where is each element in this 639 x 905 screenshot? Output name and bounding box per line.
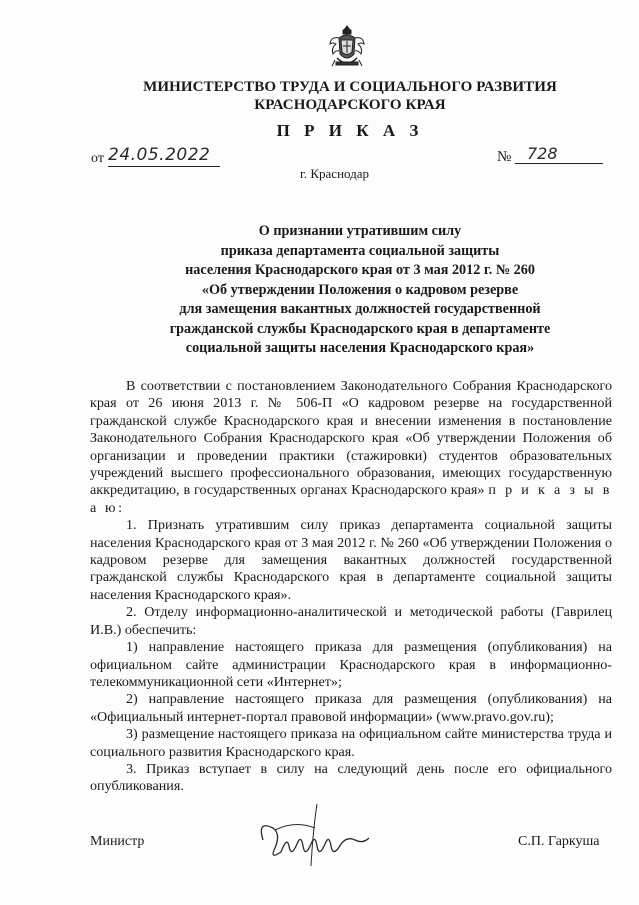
- document-body: [90, 378, 612, 796]
- document-type: П Р И К А З: [276, 121, 424, 140]
- title-line: приказа департамента социальной защиты: [220, 242, 500, 259]
- title-line: О признании утратившим силу: [258, 223, 462, 239]
- signatory-name: С.П. Гаркуша: [518, 834, 600, 849]
- title-line: населения Краснодарского края от 3 мая 2012 г. № 260: [185, 262, 535, 278]
- title-line: «Об утверждении Положения о кадровом резерве: [201, 281, 519, 298]
- title-line: гражданской службы Краснодарского края в департаменте: [169, 320, 551, 337]
- document-title: [90, 222, 630, 359]
- item-2-2: 2) направление настоящего приказа для размещения (опубликования) на «Официальный интернет-портал правовой информации» (www.pravo.gov.ru);: [90, 691, 612, 725]
- order-verb: п р и к а з ы в а ю:: [90, 482, 612, 516]
- handwritten-signature: [255, 800, 375, 870]
- date-prefix: от: [91, 151, 104, 166]
- title-line: для замещения вакантных должностей государственной: [179, 301, 541, 317]
- item-1: 1. Признать утратившим силу приказ департамента социальной защиты населения Краснодарского края от 3 мая 2012 г. № 260 «Об утверждении Положения о кадровом резерве для замещения вакантных должностей государственной гражданской службы Краснодарского края в департаменте социальной защиты населения Краснодарского края».: [90, 517, 612, 603]
- coat-of-arms-icon: [327, 24, 367, 70]
- item-2-3: 3) размещение настоящего приказа на официальном сайте министерства труда и социального развития Краснодарского края.: [90, 726, 612, 760]
- item-2-1: 1) направление настоящего приказа для размещения (опубликования) на официальном сайте администрации Краснодарского края в информационно-телекоммуникационной сети «Интернет»;: [90, 639, 612, 690]
- preamble-paragraph: [90, 378, 612, 517]
- order-date: 24.05.2022: [108, 144, 220, 167]
- order-number: 728: [515, 143, 603, 164]
- ministry-name-line2: КРАСНОДАРСКОГО КРАЯ: [254, 97, 446, 113]
- item-2: 2. Отделу информационно-аналитической и методической работы (Гаврилец И.В.) обеспечить:: [90, 604, 612, 638]
- item-3: 3. Приказ вступает в силу на следующий день после его официального опубликования.: [90, 760, 612, 795]
- title-line: социальной защиты населения Краснодарского края»: [185, 340, 535, 356]
- number-prefix: №: [497, 149, 512, 165]
- ministry-name-line1: МИНИСТЕРСТВО ТРУДА И СОЦИАЛЬНОГО РАЗВИТИЯ: [143, 79, 557, 95]
- ministry-name: [60, 78, 639, 114]
- city: г. Краснодар: [300, 166, 370, 181]
- signatory-position: Министр: [90, 834, 145, 849]
- preamble-text: В соответствии с постановлением Законодательного Собрания Краснодарского края от 26 июня 2013 г. № 506-П «О кадровом резерве на государственной гражданской службе Краснодарского края и внесении изменения в постановление Законодательного Собрания Краснодарского края «Об утверждении Положения об организации и проведении практики (стажировки) студентов образовательных учреждений высшего профессионального образования, имеющих государственную аккредитацию, в государственных органах Краснодарского края»: [90, 378, 612, 499]
